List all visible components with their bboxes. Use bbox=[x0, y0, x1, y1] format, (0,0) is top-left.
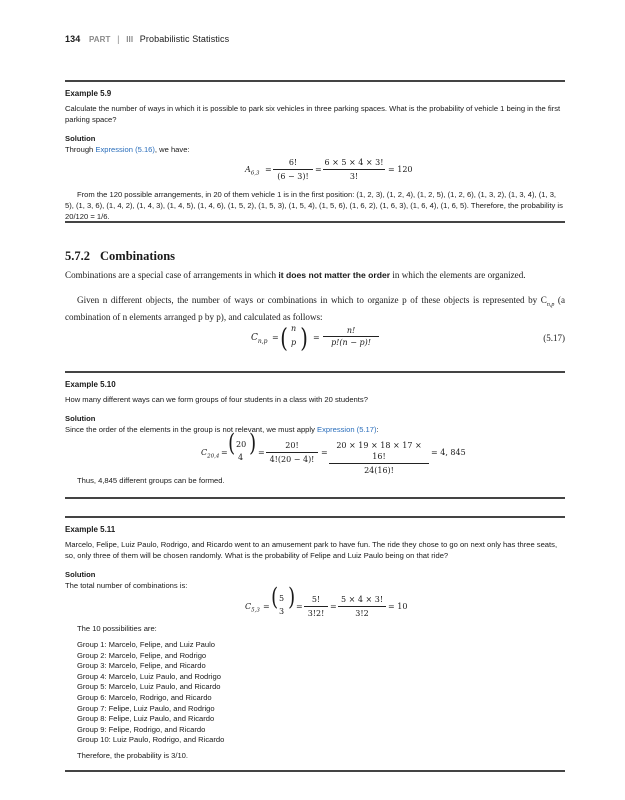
eq-fraction-1: $\frac{5!}{3!2!}$ bbox=[304, 594, 328, 619]
left-paren: ( bbox=[280, 324, 288, 354]
eq-fraction-2: $\frac{20 \times 19 \times 18 \times 17 \times 16!}{24(16)!}$ bbox=[329, 440, 429, 476]
eq-sign: = bbox=[272, 333, 279, 342]
example-5-10-box bbox=[65, 371, 565, 499]
eq-sign: = bbox=[313, 333, 320, 342]
binom-bottom: 3 bbox=[279, 607, 285, 616]
intro-suffix: , we have: bbox=[154, 145, 190, 154]
list-item: Group 10: Luiz Paulo, Rodrigo, and Ricardo bbox=[77, 735, 225, 745]
right-paren: ) bbox=[249, 429, 257, 457]
list-item: Group 6: Marcelo, Rodrigo, and Ricardo bbox=[77, 692, 212, 702]
group-list bbox=[77, 640, 565, 746]
example-conclusion: Thus, 4,845 different groups can be formed. bbox=[77, 476, 225, 485]
example-title: Example 5.10 bbox=[65, 380, 116, 389]
eq-fraction-2: $\frac{5 \times 4 \times 3!}{3!2}$ bbox=[338, 594, 386, 619]
eq-sign: = bbox=[321, 448, 328, 457]
list-item: Group 1: Marcelo, Felipe, and Luiz Paulo bbox=[77, 640, 216, 649]
eq-result: = 10 bbox=[388, 602, 408, 611]
page-number: 134 bbox=[65, 34, 81, 44]
list-item: Group 8: Felipe, Luiz Paulo, and Ricardo bbox=[77, 714, 215, 724]
section-paragraph-1: Combinations are a special case of arrangements in which it does not matter the order in which the elements are organized. bbox=[65, 270, 526, 280]
eq-sign: = bbox=[296, 602, 303, 611]
header-separator: | bbox=[117, 34, 120, 44]
eq-sign: = bbox=[315, 165, 322, 174]
list-item: Group 2: Marcelo, Felipe, and Rodrigo bbox=[77, 650, 207, 660]
solution-intro: The total number of combinations is: bbox=[65, 581, 188, 590]
example-question: Calculate the number of ways in which it is possible to park six vehicles in three parking spaces. What is the probability of vehicle 1 being in the first parking space? bbox=[65, 104, 561, 124]
eq-fraction-1: $\frac{20!}{4!(20 - 4)!}$ bbox=[266, 440, 318, 465]
part-roman: III bbox=[126, 35, 134, 44]
left-paren: ( bbox=[271, 583, 279, 611]
part-label: PART bbox=[88, 35, 111, 44]
eq-lhs: $C_{20,4}$ bbox=[201, 448, 220, 460]
solution-label: Solution bbox=[65, 414, 96, 423]
solution-label: Solution bbox=[65, 570, 96, 579]
section-number: 5.7.2 bbox=[65, 249, 90, 263]
eq-lhs: $C_{5,3}$ bbox=[245, 602, 260, 614]
expression-link[interactable]: Expression (5.17) bbox=[317, 425, 377, 434]
eq-fraction-2: $\frac{6 \times 5 \times 4 \times 3!}{3!}$ bbox=[324, 158, 384, 181]
part-title: Probabilistic Statistics bbox=[139, 34, 230, 44]
list-item: Group 4: Marcelo, Luiz Paulo, and Rodrigo bbox=[77, 671, 221, 681]
right-paren: ) bbox=[300, 324, 308, 354]
running-head bbox=[65, 34, 229, 44]
left-paren: ( bbox=[228, 429, 236, 457]
possibilities-intro: The 10 possibilities are: bbox=[77, 624, 157, 633]
intro-prefix: Through bbox=[65, 145, 96, 154]
combination-formula bbox=[65, 322, 565, 358]
eq-sign: = bbox=[263, 602, 270, 611]
formula-number: (5.17) bbox=[543, 333, 565, 343]
eq-sign: = bbox=[265, 165, 272, 174]
eq-sign: = bbox=[258, 448, 265, 457]
page bbox=[65, 0, 565, 800]
list-item: Group 7: Felipe, Luiz Paulo, and Rodrigo bbox=[77, 703, 215, 713]
solution-intro bbox=[65, 144, 565, 155]
section-title: Combinations bbox=[100, 249, 176, 263]
binom-top: 5 bbox=[279, 594, 285, 603]
solution-label: Solution bbox=[65, 134, 96, 143]
binom-top: 20 bbox=[236, 440, 247, 449]
formula-fraction: $\frac{n!}{p!(n - p)!}$ bbox=[323, 326, 379, 347]
example-conclusion: Therefore, the probability is 3/10. bbox=[77, 750, 189, 760]
formula-lhs: $C_{n,p}$ bbox=[251, 333, 268, 345]
list-item: Group 5: Marcelo, Luiz Paulo, and Ricardo bbox=[77, 682, 221, 692]
eq-result: = 4, 845 bbox=[431, 448, 466, 457]
eq-lhs: $A_{6,3}$ bbox=[245, 165, 260, 177]
eq-fraction-1: $\frac{6!}{(6 - 3)!}$ bbox=[273, 157, 313, 182]
example-title: Example 5.11 bbox=[65, 525, 116, 534]
example-5-9-box bbox=[65, 80, 565, 223]
expression-link[interactable]: Expression (5.16) bbox=[95, 145, 155, 154]
example-5-11-box bbox=[65, 516, 565, 772]
binom-bottom: 4 bbox=[238, 453, 244, 462]
equation-arrangement bbox=[65, 155, 565, 187]
eq-result: = 120 bbox=[388, 165, 413, 174]
eq-sign: = bbox=[330, 602, 337, 611]
right-paren: ) bbox=[288, 583, 296, 611]
example-explanation: From the 120 possible arrangements, in 20 of them vehicle 1 is in the first position: (1, 2, 3), (1, 2, 4), (1, 2, 5), (1, 2, 6), (1, 3, 2), (1, 3, 4), (1, 3, 5), (1, 3, 6), (1, 4, 2), (1, 4, 3), (1, 4, 5), (1, 4, 6), (1, 5, 2), (1, 5, 3), (1, 5, 4), (1, 5, 6), (1, 6, 2), (1, 6, 3), (1, 6, 4), (1, 6, 5). Therefore, the probability is 20/120 = 1/6. bbox=[65, 190, 563, 221]
solution-intro: Since the order of the elements in the group is not relevant, we must apply Expression (5.17): bbox=[65, 425, 379, 434]
section-paragraph-2: Given n different objects, the number of ways or combinations in which to organize p of these objects is represented by $C_{n,p}$ (a combination of n elements arranged p by p), and calculated as follows: bbox=[65, 295, 565, 323]
binom-bottom: p bbox=[291, 338, 297, 347]
list-item: Group 3: Marcelo, Felipe, and Ricardo bbox=[77, 661, 206, 671]
eq-sign: = bbox=[221, 448, 228, 457]
list-item: Group 9: Felipe, Rodrigo, and Ricardo bbox=[77, 724, 206, 734]
binom-top: n bbox=[291, 324, 297, 333]
section-heading bbox=[65, 249, 175, 264]
emphasis-text: it does not matter the order bbox=[278, 270, 391, 280]
example-title: Example 5.9 bbox=[65, 89, 112, 98]
example-question: How many different ways can we form groups of four students in a class with 20 students? bbox=[65, 395, 368, 404]
example-question: Marcelo, Felipe, Luiz Paulo, Rodrigo, and Ricardo went to an amusement park to have fun. The ride they chose to go on next only has three seats, so, only three of them will be chosen randomly. What is the probability of Felipe and Luiz Paulo being on that ride? bbox=[65, 540, 558, 560]
